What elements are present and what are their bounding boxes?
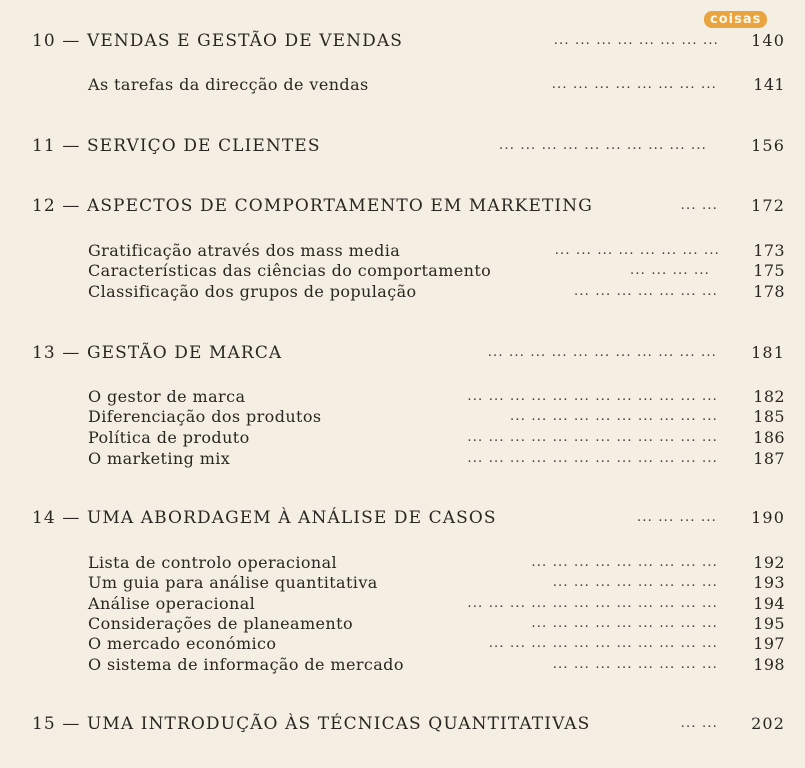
toc-entry: [0, 387, 805, 407]
toc-entry-page: 193: [753, 573, 785, 592]
toc-entry-page: 182: [753, 387, 785, 406]
toc-entry: [0, 655, 805, 675]
leader-dots: ... ... ... ... ... ... ... ... ... ...: [510, 409, 718, 424]
toc-entry: [0, 75, 805, 95]
toc-entry-page: 185: [753, 407, 785, 426]
leader-dots: ... ... ... ...: [637, 510, 717, 525]
toc-entry-title: 15 — UMA INTRODUÇÃO ÀS TÉCNICAS QUANTITATIVAS: [32, 714, 591, 734]
leader-dots: ... ... ... ... ... ... ... ... ...: [531, 555, 718, 570]
leader-dots: ... ... ... ... ... ... ... ... ...: [531, 616, 718, 631]
toc-entry-page: 178: [753, 282, 785, 301]
toc-entry: [0, 241, 805, 261]
leader-dots: ... ... ... ... ... ... ... ...: [553, 33, 719, 48]
leader-dots: ... ... ... ...: [630, 263, 710, 278]
toc-entry: [0, 196, 805, 216]
leader-dots: ... ... ... ... ... ... ... ... ... ... ... ...: [467, 451, 718, 466]
toc-entry-title: As tarefas da direcção de vendas: [88, 75, 369, 94]
toc-entry: [0, 407, 805, 427]
toc-entry-title: O sistema de informação de mercado: [88, 655, 404, 674]
toc-entry: [0, 508, 805, 528]
toc-entry-title: Gratificação através dos mass media: [88, 241, 401, 260]
leader-dots: ... ... ... ... ... ... ... ... ... ... ... ...: [467, 430, 718, 445]
toc-entry: [0, 343, 805, 363]
leader-dots: ... ... ... ... ... ... ... ...: [552, 575, 718, 590]
leader-dots: ... ... ... ... ... ... ... ...: [554, 243, 720, 258]
toc-entry-page: 141: [753, 75, 785, 94]
toc-entry: [0, 282, 805, 302]
toc-entry-title: 12 — ASPECTOS DE COMPORTAMENTO EM MARKETING: [32, 196, 593, 216]
toc-entry-title: 10 — VENDAS E GESTÃO DE VENDAS: [32, 31, 403, 51]
toc-entry: [0, 449, 805, 469]
toc-entry-page: 186: [753, 428, 785, 447]
toc-entry-title: Análise operacional: [88, 594, 256, 613]
leader-dots: ... ... ... ... ... ... ... ... ... ... ... ...: [467, 596, 718, 611]
leader-dots: ... ... ... ... ... ... ... ...: [552, 657, 718, 672]
watermark-stamp: coisas: [704, 11, 767, 28]
toc-entry-title: O gestor de marca: [88, 387, 246, 406]
toc-entry-title: Considerações de planeamento: [88, 614, 353, 633]
toc-entry-page: 181: [751, 343, 785, 362]
toc-entry: [0, 31, 805, 51]
toc-entry-title: 14 — UMA ABORDAGEM À ANÁLISE DE CASOS: [32, 508, 497, 528]
toc-entry-title: Diferenciação dos produtos: [88, 407, 322, 426]
toc-entry-title: Lista de controlo operacional: [88, 553, 338, 572]
toc-entry-title: 13 — GESTÃO DE MARCA: [32, 343, 283, 363]
leader-dots: ... ...: [680, 716, 718, 731]
toc-entry-title: Classificação dos grupos de população: [88, 282, 417, 301]
leader-dots: ... ... ... ... ... ... ... ... ... ...: [499, 138, 707, 153]
toc-entry-page: 140: [751, 31, 785, 50]
toc-entry-page: 175: [753, 261, 785, 280]
toc-entry: [0, 136, 805, 156]
toc-entry-title: Um guia para análise quantitativa: [88, 573, 378, 592]
leader-dots: ... ... ... ... ... ... ...: [574, 284, 718, 299]
toc-entry: [0, 573, 805, 593]
toc-entry-title: Características das ciências do comportamento: [88, 261, 492, 280]
toc-entry-page: 194: [753, 594, 785, 613]
toc-entry: [0, 634, 805, 654]
toc-entry: [0, 428, 805, 448]
leader-dots: ... ...: [680, 198, 718, 213]
toc-entry: [0, 553, 805, 573]
toc-entry-title: Política de produto: [88, 428, 250, 447]
toc-entry-page: 198: [753, 655, 785, 674]
toc-entry-page: 173: [753, 241, 785, 260]
toc-entry-page: 197: [753, 634, 785, 653]
leader-dots: ... ... ... ... ... ... ... ... ... ... ...: [487, 345, 717, 360]
toc-entry-page: 172: [751, 196, 785, 215]
toc-entry-page: 192: [753, 553, 785, 572]
toc-entry-page: 202: [751, 714, 785, 733]
toc-entry: [0, 261, 805, 281]
toc-entry-title: 11 — SERVIÇO DE CLIENTES: [32, 136, 321, 156]
toc-entry: [0, 714, 805, 734]
toc-entry-title: O mercado económico: [88, 634, 277, 653]
toc-entry-page: 187: [753, 449, 785, 468]
toc-entry: [0, 614, 805, 634]
leader-dots: ... ... ... ... ... ... ... ... ... ... ... ...: [467, 389, 718, 404]
toc-entry: [0, 594, 805, 614]
leader-dots: ... ... ... ... ... ... ... ... ... ... ...: [488, 636, 718, 651]
leader-dots: ... ... ... ... ... ... ... ...: [551, 77, 717, 92]
toc-entry-title: O marketing mix: [88, 449, 231, 468]
toc-entry-page: 156: [751, 136, 785, 155]
toc-entry-page: 195: [753, 614, 785, 633]
toc-entry-page: 190: [751, 508, 785, 527]
